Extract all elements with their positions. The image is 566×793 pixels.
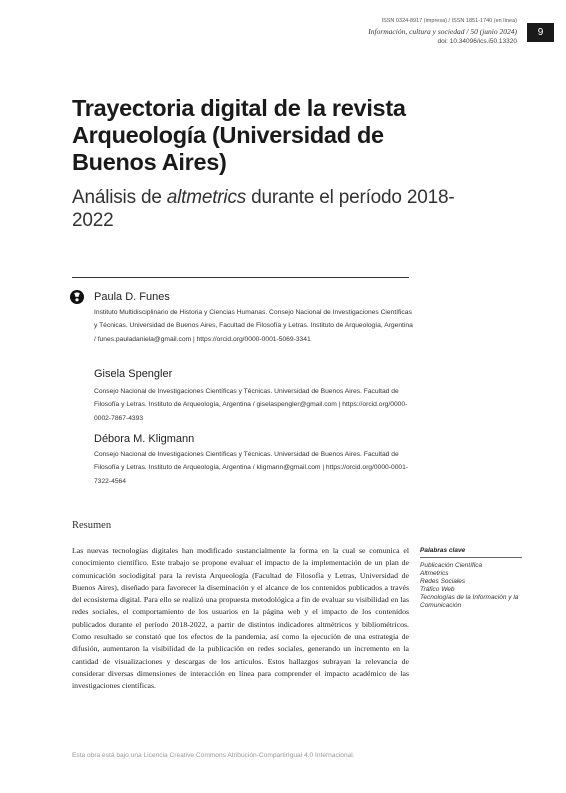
subtitle-part-1: Análisis de — [72, 187, 167, 208]
subtitle-italic-term: altmetrics — [166, 187, 247, 208]
keywords-list — [420, 562, 524, 609]
subtitle-part-2: durante el período 2018-2022 — [72, 187, 455, 231]
keywords-heading: Palabras clave — [420, 547, 466, 554]
keyword-item: Tecnologías de la Información y la Comunicación — [420, 593, 519, 609]
author-name-1: Paula D. Funes — [94, 291, 170, 303]
page-number-badge — [527, 23, 554, 42]
header-journal: Información, cultura y sociedad / 50 (junio 2024) — [368, 27, 517, 36]
keyword-item: Tráfico Web — [420, 585, 455, 593]
article-subtitle — [72, 186, 472, 232]
keyword-item: Publicación Científica — [420, 562, 483, 569]
keyword-item: Redes Sociales — [420, 577, 466, 585]
keywords-divider — [420, 557, 522, 558]
abstract-text: Las nuevas tecnologías digitales han modificado sustancialmente la forma en la cual se comunica el conocimiento científico. Este trabajo se propone evaluar el impacto de la implementación de un plan de comunicación sociodigital para la revista Arqueología (Facultad de Filosofía y Letras, Universidad de Buenos Aires), diseñado para favorecer la diseminación y el alcance de los contenidos publicados a través del ecosistema digital. Para ello se realizó una propuesta metodológica a fin de evaluar su visibilidad en las redes sociales, el comportamiento de los usuarios en la página web y el impacto de los contenidos publicados durante el período 2018-2022, a partir de distintos indicadores altmétricos y bibliométricos. Como resultado se constató que los efectos de la pandemia, así como la ejecución de una estrategia de difusión, aumentaron la visibilidad de la publicación en redes sociales, generando un incremento en la cantidad de visualizaciones y descargas de los artículos. Estos hallazgos subrayan la relevancia de considerar diversas dimensiones de interacción en línea para comprender el impacto académico de las investigaciones científicas. — [72, 546, 409, 691]
article-title: Trayectoria digital de la revista Arqueología (Universidad de Buenos Aires) — [72, 95, 406, 175]
title-divider — [72, 277, 409, 278]
author-affiliation-2: Consejo Nacional de Investigaciones Científicas y Técnicas. Universidad de Buenos Aires. Facultad de Filosofía y Letras. Instituto de Arqueología, Argentina / giselaspengler@gmail.com | https://orcid.org/0000-0002-7867-4393 — [94, 388, 408, 422]
author-name-2: Gisela Spengler — [94, 368, 173, 380]
keyword-item: Altmetrics — [420, 569, 449, 577]
header-doi[interactable]: doi: 10.34096/ics.i50.13320 — [437, 38, 517, 45]
author-affiliation-3: Consejo Nacional de Investigaciones Científicas y Técnicas. Universidad de Buenos Aires. Facultad de Filosofía y Letras. Instituto de Arqueología, Argentina / kligmann@gmail.com | https://orcid.org/0000-0001-7322-4564 — [94, 451, 409, 485]
open-access-icon — [70, 290, 84, 304]
abstract-heading: Resumen — [72, 520, 112, 531]
license-notice[interactable]: Esta obra está bajo una Licencia Creative Commons Atribución-CompartirIgual 4.0 Internacional. — [72, 752, 355, 759]
header-issn: ISSN 0324-8917 (impresa) / ISSN 1851-1740 (en línea) — [381, 18, 517, 24]
author-affiliation-1: Instituto Multidisciplinario de Historia y Ciencias Humanas. Consejo Nacional de Investigaciones Científicas y Técnicas. Universidad de Buenos Aires, Facultad de Filosofía y Letras. Instituto de Arqueología, Argentina / funes.pauladaniela@gmail.com | https://orcid.org/0000-0001-5069-3341 — [94, 309, 413, 343]
author-name-3: Débora M. Kligmann — [94, 433, 195, 445]
page-number: 9 — [537, 27, 544, 38]
